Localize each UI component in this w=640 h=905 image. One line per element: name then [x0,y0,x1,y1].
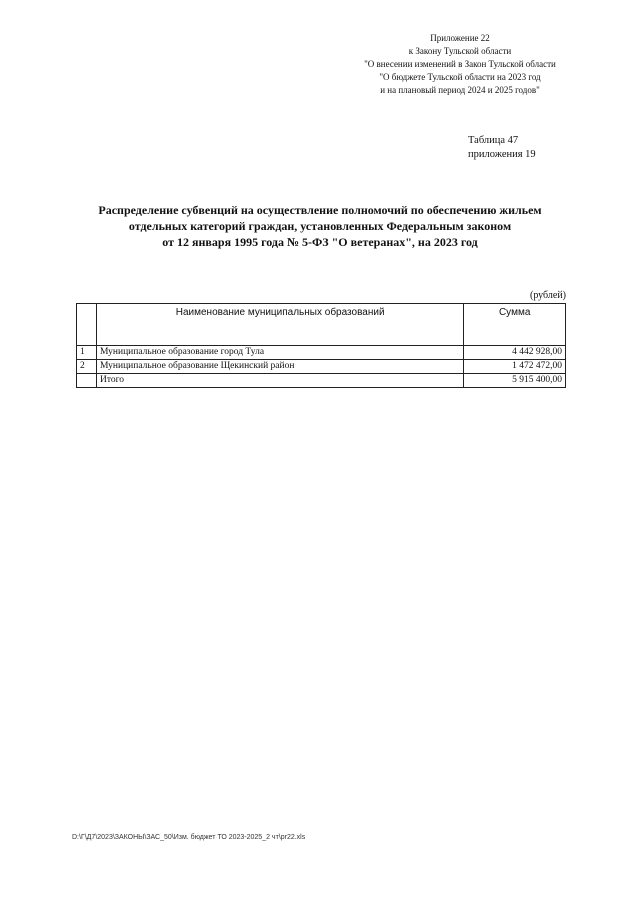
row-amount: 1 472 472,00 [464,360,566,374]
appendix-number: приложения 19 [468,149,536,160]
appendix-line: и на плановый период 2024 и 2025 годов" [380,85,540,95]
row-amount: 4 442 928,00 [464,346,566,360]
row-number [77,374,97,388]
file-path-footer: D:\Г\Д7\2023\ЗАКОНЫ\ЗАС_50\Изм. бюджет ТО 2023-2025_2 чт\pr22.xls [72,834,306,841]
table-header-row [77,304,566,346]
subsidies-table [76,303,566,388]
header-number [77,304,97,346]
header-amount: Сумма [464,304,566,346]
row-number: 1 [77,346,97,360]
appendix-line: "О бюджете Тульской области на 2023 год [379,72,541,82]
appendix-line: Приложение 22 [430,33,490,43]
table-number: Таблица 47 [468,135,519,146]
table-row [77,346,566,360]
header-municipality: Наименование муниципальных образований [96,304,463,346]
row-municipality: Муниципальное образование Щекинский район [96,360,463,374]
title-line: отдельных категорий граждан, установленных Федеральным законом [128,219,512,233]
table-row [77,360,566,374]
title-line: Распределение субвенций на осуществление полномочий по обеспечению жильем [98,203,542,217]
appendix-line: "О внесении изменений в Закон Тульской области [364,59,556,69]
row-municipality: Муниципальное образование город Тула [96,346,463,360]
total-amount: 5 915 400,00 [464,374,566,388]
table-total-row [77,374,566,388]
title-line: от 12 января 1995 года № 5-ФЗ "О ветеранах", на 2023 год [162,235,478,249]
row-number: 2 [77,360,97,374]
appendix-line: к Закону Тульской области [408,46,512,56]
total-label: Итого [96,374,463,388]
units-label: (рублей) [529,290,566,301]
table-reference [468,134,536,162]
appendix-reference [330,32,590,97]
document-title [60,202,580,250]
